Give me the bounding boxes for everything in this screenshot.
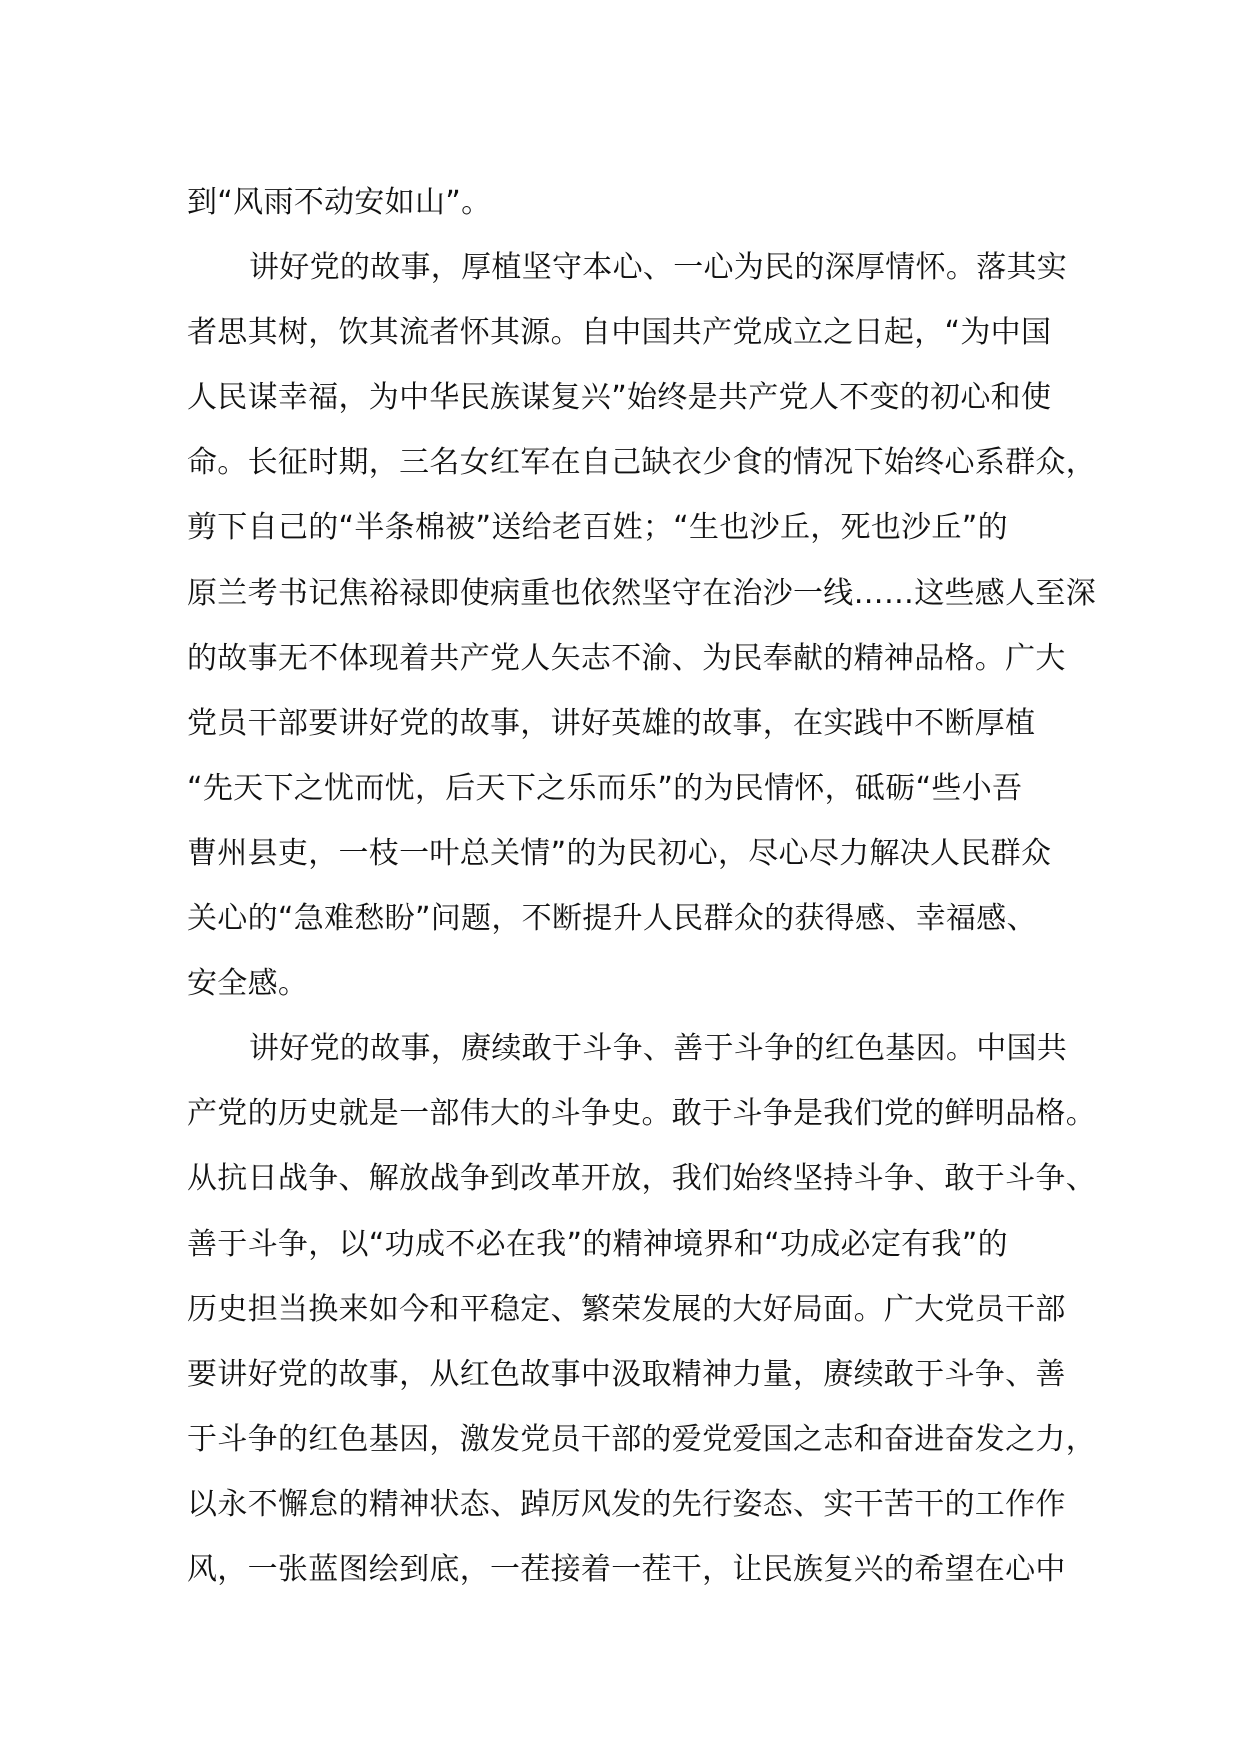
text-line: 人民谋幸福，为中华民族谋复兴”始终是共产党人不变的初心和使 (187, 380, 1052, 416)
text-line: 关心的“急难愁盼”问题，不断提升人民群众的获得感、幸福感、 (187, 901, 1037, 937)
text-line: 风，一张蓝图绘到底，一茬接着一茬干，让民族复兴的希望在心中 (187, 1551, 1066, 1587)
text-line: 剪下自己的“半条棉被”送给老百姓；“生也沙丘，死也沙丘”的 (187, 510, 1008, 546)
text-line: 党员干部要讲好党的故事，讲好英雄的故事，在实践中不断厚植 (187, 705, 1036, 741)
text-line: 原兰考书记焦裕禄即使病重也依然坚守在治沙一线……这些感人至深 (187, 575, 1096, 611)
text-line: 命。长征时期，三名女红军在自己缺衣少食的情况下始终心系群众， (187, 445, 1096, 481)
text-line: 于斗争的红色基因，激发党员干部的爱党爱国之志和奋进奋发之力， (187, 1421, 1096, 1457)
text-line: 安全感。 (187, 966, 309, 1002)
text-line: 的故事无不体现着共产党人矢志不渝、为民奉献的精神品格。广大 (187, 640, 1066, 676)
text-line: 善于斗争，以“功成不必在我”的精神境界和“功成必定有我”的 (187, 1226, 1008, 1262)
text-line: 历史担当换来如今和平稳定、繁荣发展的大好局面。广大党员干部 (187, 1291, 1066, 1327)
text-line: 产党的历史就是一部伟大的斗争史。敢于斗争是我们党的鲜明品格。 (187, 1096, 1096, 1132)
text-line: 曹州县吏，一枝一叶总关情”的为民初心，尽心尽力解决人民群众 (187, 835, 1052, 871)
body-text (187, 170, 1096, 1602)
text-line: 从抗日战争、解放战争到改革开放，我们始终坚持斗争、敢于斗争、 (187, 1161, 1096, 1197)
text-line: 以永不懈怠的精神状态、踔厉风发的先行姿态、实干苦干的工作作 (187, 1486, 1066, 1522)
text-line: “先天下之忧而忧，后天下之乐而乐”的为民情怀，砥砺“些小吾 (187, 770, 1023, 806)
paragraph-first-line: 讲好党的故事，赓续敢于斗争、善于斗争的红色基因。中国共 (249, 1031, 1068, 1067)
text-line: 者思其树，饮其流者怀其源。自中国共产党成立之日起，“为中国 (187, 315, 1052, 351)
text-line: 要讲好党的故事，从红色故事中汲取精神力量，赓续敢于斗争、善 (187, 1356, 1066, 1392)
text-line: 到“风雨不动安如山”。 (187, 185, 492, 220)
paragraph-first-line: 讲好党的故事，厚植坚守本心、一心为民的深厚情怀。落其实 (249, 250, 1068, 286)
